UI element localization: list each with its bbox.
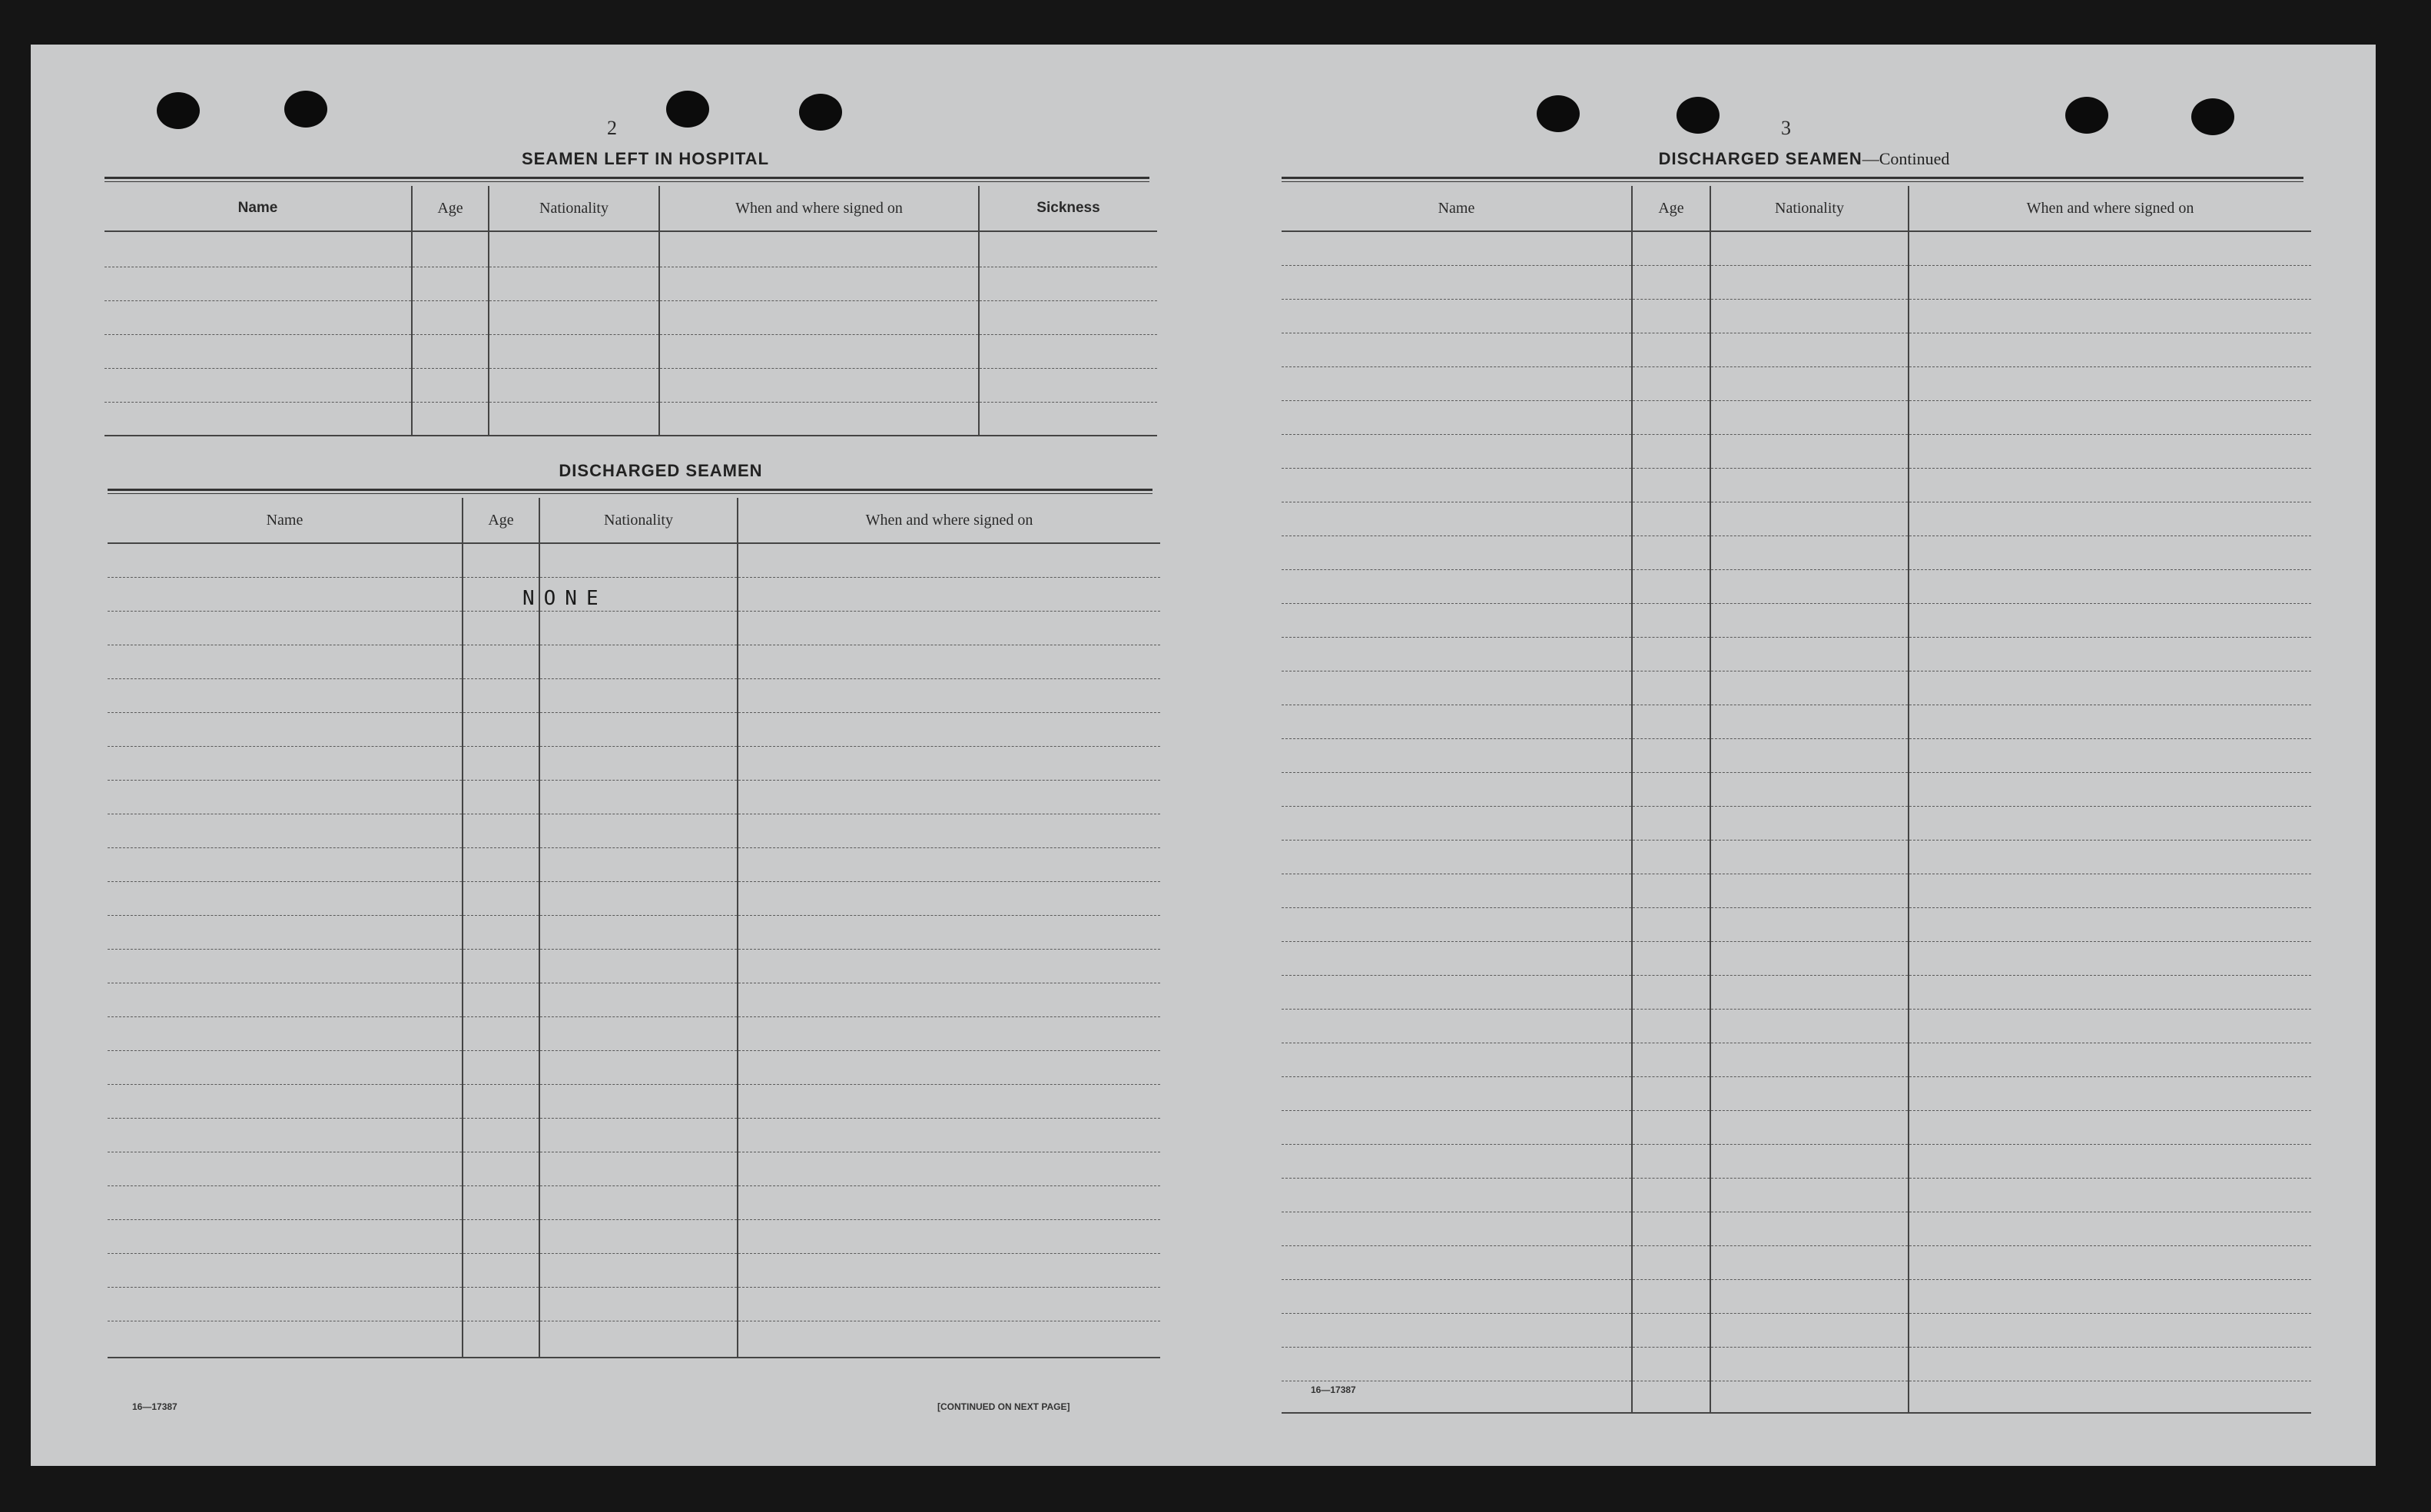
punch-hole [1537, 95, 1580, 132]
page-number-right: 3 [1781, 117, 1791, 139]
table-row [1282, 400, 2311, 434]
hospital-header-row [104, 186, 1157, 231]
table-row [108, 1219, 1160, 1253]
col-header-age: Age [412, 186, 489, 231]
table-row [108, 712, 1160, 746]
table-row [108, 1287, 1160, 1321]
continued-header-row [1282, 186, 2311, 231]
table-row [108, 1321, 1160, 1358]
table-row [108, 881, 1160, 915]
table-row [108, 746, 1160, 780]
table-row [1282, 840, 2311, 874]
table-row [1282, 874, 2311, 907]
punch-hole [2065, 97, 2108, 134]
manifest-sheet [31, 45, 2376, 1466]
table-row [108, 1185, 1160, 1219]
punch-hole [1676, 97, 1720, 134]
table-row [1282, 1110, 2311, 1144]
discharged-continued-table [1282, 186, 2311, 1414]
discharged-table [108, 498, 1160, 1358]
col-header-name: Name [1282, 186, 1632, 231]
continued-title-rule [1282, 177, 2303, 182]
discharged-section-title: DISCHARGED SEAMEN [559, 461, 763, 480]
punch-hole [157, 92, 200, 129]
table-row [1282, 299, 2311, 333]
discharged-title-rule [108, 489, 1152, 494]
hospital-section-title: SEAMEN LEFT IN HOSPITAL [521, 149, 770, 168]
punch-hole [2191, 98, 2234, 135]
col-header-age: Age [1632, 186, 1710, 231]
table-row [108, 915, 1160, 949]
table-row [108, 1084, 1160, 1118]
table-row [1282, 231, 2311, 265]
table-row [108, 847, 1160, 881]
table-row [1282, 468, 2311, 502]
table-row [1282, 1279, 2311, 1313]
table-row [1282, 1245, 2311, 1279]
col-header-signed-on: When and where signed on [738, 498, 1160, 543]
table-row [108, 1016, 1160, 1050]
table-row [104, 402, 1157, 436]
continued-note: [CONTINUED ON NEXT PAGE] [937, 1401, 1070, 1412]
table-row [104, 368, 1157, 402]
table-row [108, 1050, 1160, 1084]
punch-hole [284, 91, 327, 128]
table-row [104, 300, 1157, 334]
hospital-table [104, 186, 1157, 436]
table-row [108, 611, 1160, 645]
table-row [1282, 333, 2311, 366]
discharged-continued-title [1527, 149, 2081, 169]
table-row [1282, 1009, 2311, 1043]
col-header-nationality: Nationality [1710, 186, 1909, 231]
page-number-left: 2 [607, 117, 617, 139]
table-row [1282, 1178, 2311, 1212]
table-row [1282, 502, 2311, 536]
table-row [1282, 772, 2311, 806]
form-number-right: 16—17387 [1311, 1384, 1356, 1395]
table-row [1282, 1212, 2311, 1245]
table-row [1282, 1144, 2311, 1178]
table-row [1282, 941, 2311, 975]
table-row [108, 1152, 1160, 1185]
discharged-continued-title-suffix: —Continued [1862, 149, 1950, 168]
table-row [1282, 806, 2311, 840]
none-stamp: NONE [522, 587, 608, 610]
col-header-signed-on: When and where signed on [659, 186, 979, 231]
table-row [108, 577, 1160, 611]
table-row [1282, 705, 2311, 738]
table-row [108, 543, 1160, 577]
table-row [1282, 569, 2311, 603]
table-row [1282, 637, 2311, 671]
table-row [1282, 1313, 2311, 1347]
table-row [1282, 1043, 2311, 1076]
table-row [1282, 1381, 2311, 1413]
table-row [1282, 1076, 2311, 1110]
table-row [1282, 366, 2311, 400]
col-header-name: Name [104, 186, 412, 231]
col-header-nationality: Nationality [539, 498, 738, 543]
table-row [1282, 603, 2311, 637]
punch-hole [799, 94, 842, 131]
col-header-nationality: Nationality [489, 186, 659, 231]
table-row [108, 645, 1160, 678]
table-row [1282, 265, 2311, 299]
table-row [108, 814, 1160, 847]
col-header-sickness: Sickness [979, 186, 1157, 231]
col-header-age: Age [463, 498, 539, 543]
table-row [108, 1253, 1160, 1287]
punch-hole [666, 91, 709, 128]
discharged-continued-title-main: DISCHARGED SEAMEN [1658, 149, 1862, 168]
table-row [108, 780, 1160, 814]
form-number-left: 16—17387 [132, 1401, 177, 1412]
table-row [1282, 975, 2311, 1009]
table-row [108, 1118, 1160, 1152]
table-row [1282, 738, 2311, 772]
table-row [1282, 671, 2311, 705]
table-row [104, 267, 1157, 300]
hospital-title-rule [104, 177, 1149, 182]
col-header-name: Name [108, 498, 463, 543]
table-row [1282, 536, 2311, 569]
discharged-header-row [108, 498, 1160, 543]
table-row [104, 231, 1157, 267]
table-row [1282, 434, 2311, 468]
table-row [1282, 1347, 2311, 1381]
table-row [108, 949, 1160, 983]
table-row [108, 983, 1160, 1016]
col-header-signed-on: When and where signed on [1909, 186, 2311, 231]
table-row [108, 678, 1160, 712]
table-row [1282, 907, 2311, 941]
table-row [104, 334, 1157, 368]
